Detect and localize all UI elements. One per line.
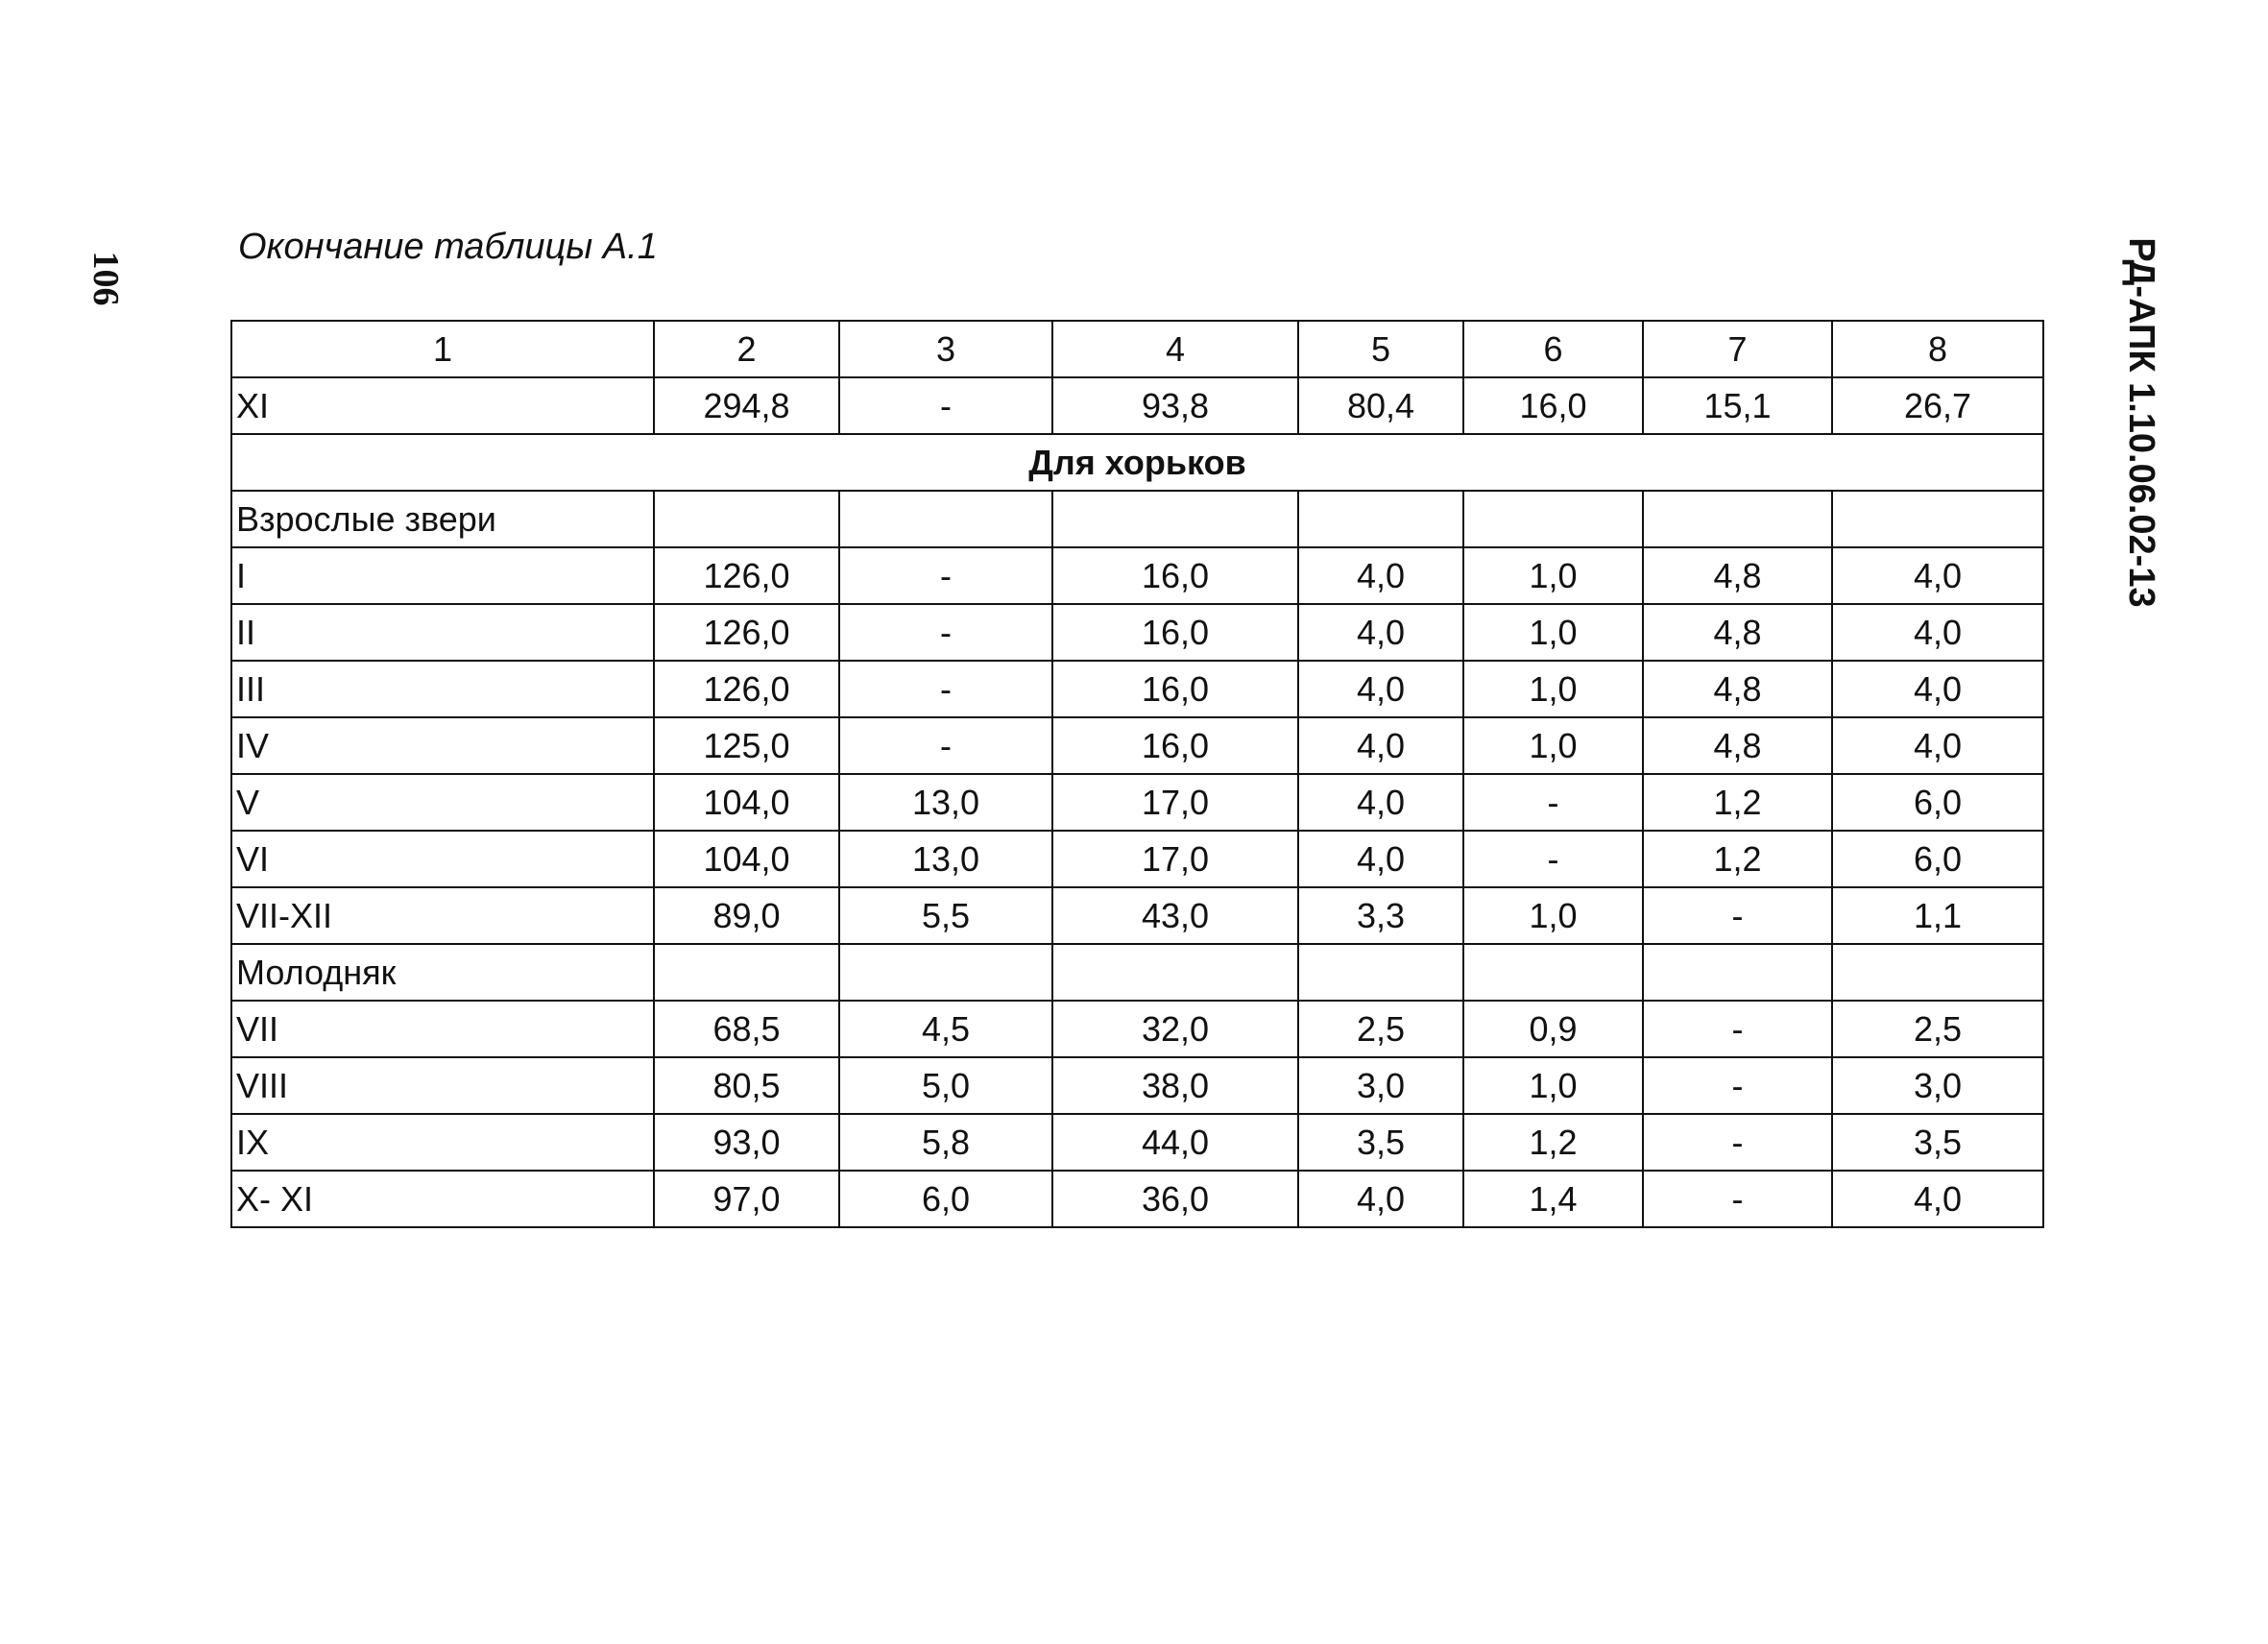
table-cell: - bbox=[1643, 1114, 1832, 1171]
empty-cell bbox=[1298, 944, 1463, 1001]
table-row bbox=[231, 831, 2043, 887]
table-cell: 4,0 bbox=[1832, 604, 2043, 661]
table-cell: 5,5 bbox=[839, 887, 1052, 944]
column-number: 7 bbox=[1643, 321, 1832, 377]
table-cell: - bbox=[839, 377, 1052, 434]
table-cell: 89,0 bbox=[654, 887, 839, 944]
table-row bbox=[231, 717, 2043, 774]
table-cell: 68,5 bbox=[654, 1001, 839, 1057]
row-label: XI bbox=[231, 377, 654, 434]
table-cell: 36,0 bbox=[1052, 1171, 1298, 1227]
row-label: VII-XII bbox=[231, 887, 654, 944]
table-cell: 1,0 bbox=[1463, 887, 1643, 944]
table-cell: 0,9 bbox=[1463, 1001, 1643, 1057]
table-cell: - bbox=[1643, 887, 1832, 944]
section-row bbox=[231, 434, 2043, 491]
page-number: 106 bbox=[85, 251, 126, 306]
empty-cell bbox=[1298, 491, 1463, 547]
group-row-young bbox=[231, 944, 2043, 1001]
table-cell: 2,5 bbox=[1298, 1001, 1463, 1057]
table-row bbox=[231, 661, 2043, 717]
table-cell: 17,0 bbox=[1052, 774, 1298, 831]
table-cell: - bbox=[839, 717, 1052, 774]
table-cell: 4,8 bbox=[1643, 547, 1832, 604]
table-cell: - bbox=[839, 604, 1052, 661]
table-cell: 93,0 bbox=[654, 1114, 839, 1171]
table-cell: 125,0 bbox=[654, 717, 839, 774]
empty-cell bbox=[839, 944, 1052, 1001]
table-row bbox=[231, 1114, 2043, 1171]
table-cell: 104,0 bbox=[654, 831, 839, 887]
row-label: II bbox=[231, 604, 654, 661]
table-cell: 13,0 bbox=[839, 831, 1052, 887]
table-cell: 104,0 bbox=[654, 774, 839, 831]
empty-cell bbox=[654, 944, 839, 1001]
empty-cell bbox=[1832, 491, 2043, 547]
column-number: 3 bbox=[839, 321, 1052, 377]
table-cell: 1,0 bbox=[1463, 661, 1643, 717]
table-cell: 1,2 bbox=[1643, 831, 1832, 887]
table-cell: 1,0 bbox=[1463, 717, 1643, 774]
table-cell: 4,8 bbox=[1643, 661, 1832, 717]
group-label: Взрослые звери bbox=[231, 491, 654, 547]
column-number: 5 bbox=[1298, 321, 1463, 377]
row-label: VII bbox=[231, 1001, 654, 1057]
table-cell: 1,2 bbox=[1463, 1114, 1643, 1171]
empty-cell bbox=[1643, 944, 1832, 1001]
table-cell: 4,0 bbox=[1298, 661, 1463, 717]
table-cell: 6,0 bbox=[1832, 774, 2043, 831]
row-label: X- XI bbox=[231, 1171, 654, 1227]
table-cell: - bbox=[1643, 1171, 1832, 1227]
adult-rows bbox=[231, 547, 2043, 944]
table-cell: 1,1 bbox=[1832, 887, 2043, 944]
row-label: IV bbox=[231, 717, 654, 774]
column-number: 2 bbox=[654, 321, 839, 377]
table-cell: 3,5 bbox=[1832, 1114, 2043, 1171]
table-cell: 3,0 bbox=[1832, 1057, 2043, 1114]
table-cell: 126,0 bbox=[654, 604, 839, 661]
table-cell: 97,0 bbox=[654, 1171, 839, 1227]
table-cell: 44,0 bbox=[1052, 1114, 1298, 1171]
table-cell: 32,0 bbox=[1052, 1001, 1298, 1057]
table-cell: 16,0 bbox=[1463, 377, 1643, 434]
table-cell: - bbox=[1463, 774, 1643, 831]
table-cell: 5,8 bbox=[839, 1114, 1052, 1171]
table-cell: 4,8 bbox=[1643, 717, 1832, 774]
row-label: V bbox=[231, 774, 654, 831]
section-title: Для хорьков bbox=[231, 434, 2043, 491]
table-row bbox=[231, 377, 2043, 434]
table-row bbox=[231, 774, 2043, 831]
row-label: VIII bbox=[231, 1057, 654, 1114]
young-rows bbox=[231, 1001, 2043, 1227]
table-cell: 16,0 bbox=[1052, 661, 1298, 717]
table-cell: 4,0 bbox=[1298, 1171, 1463, 1227]
empty-cell bbox=[1052, 944, 1298, 1001]
table-cell: 4,0 bbox=[1298, 831, 1463, 887]
table-cell: 1,4 bbox=[1463, 1171, 1643, 1227]
table-row bbox=[231, 887, 2043, 944]
empty-cell bbox=[1832, 944, 2043, 1001]
table-cell: 80,4 bbox=[1298, 377, 1463, 434]
table-cell: - bbox=[839, 547, 1052, 604]
column-number-row bbox=[231, 321, 2043, 377]
table-cell: 4,0 bbox=[1298, 717, 1463, 774]
table-row bbox=[231, 1057, 2043, 1114]
table-cell: - bbox=[839, 661, 1052, 717]
table-cell: 4,0 bbox=[1298, 774, 1463, 831]
table-row bbox=[231, 547, 2043, 604]
column-number: 8 bbox=[1832, 321, 2043, 377]
nutrition-table bbox=[230, 320, 2044, 1228]
table-cell: 126,0 bbox=[654, 661, 839, 717]
table-cell: 4,0 bbox=[1832, 547, 2043, 604]
table-cell: 1,0 bbox=[1463, 1057, 1643, 1114]
table-cell: 4,0 bbox=[1298, 547, 1463, 604]
table-cell: - bbox=[1463, 831, 1643, 887]
table-cell: 294,8 bbox=[654, 377, 839, 434]
table-cell: 1,0 bbox=[1463, 604, 1643, 661]
row-label: VI bbox=[231, 831, 654, 887]
empty-cell bbox=[1463, 944, 1643, 1001]
table-cell: 17,0 bbox=[1052, 831, 1298, 887]
table-cell: 6,0 bbox=[839, 1171, 1052, 1227]
table-cell: 5,0 bbox=[839, 1057, 1052, 1114]
table-cell: 93,8 bbox=[1052, 377, 1298, 434]
table-row bbox=[231, 1171, 2043, 1227]
table-cell: 6,0 bbox=[1832, 831, 2043, 887]
table-cell: 126,0 bbox=[654, 547, 839, 604]
empty-cell bbox=[1052, 491, 1298, 547]
column-number: 6 bbox=[1463, 321, 1643, 377]
column-number: 1 bbox=[231, 321, 654, 377]
table-cell: 16,0 bbox=[1052, 604, 1298, 661]
table-cell: 38,0 bbox=[1052, 1057, 1298, 1114]
table-caption: Окончание таблицы А.1 bbox=[238, 227, 658, 267]
group-row-adults bbox=[231, 491, 2043, 547]
group-label: Молодняк bbox=[231, 944, 654, 1001]
table-cell: 3,3 bbox=[1298, 887, 1463, 944]
table-cell: - bbox=[1643, 1057, 1832, 1114]
table-cell: 15,1 bbox=[1643, 377, 1832, 434]
table-cell: 4,0 bbox=[1832, 717, 2043, 774]
column-number: 4 bbox=[1052, 321, 1298, 377]
table-cell: 80,5 bbox=[654, 1057, 839, 1114]
table-row bbox=[231, 604, 2043, 661]
row-label: III bbox=[231, 661, 654, 717]
table-cell: 16,0 bbox=[1052, 717, 1298, 774]
empty-cell bbox=[1463, 491, 1643, 547]
empty-cell bbox=[654, 491, 839, 547]
empty-cell bbox=[1643, 491, 1832, 547]
document-code: РД-АПК 1.10.06.02-13 bbox=[2121, 237, 2161, 608]
empty-cell bbox=[839, 491, 1052, 547]
table-cell: 3,5 bbox=[1298, 1114, 1463, 1171]
table-row bbox=[231, 1001, 2043, 1057]
table-cell: 4,0 bbox=[1832, 1171, 2043, 1227]
table-cell: 4,0 bbox=[1298, 604, 1463, 661]
table-cell: 4,8 bbox=[1643, 604, 1832, 661]
row-label: I bbox=[231, 547, 654, 604]
row-label: IX bbox=[231, 1114, 654, 1171]
table-cell: 13,0 bbox=[839, 774, 1052, 831]
table-cell: 43,0 bbox=[1052, 887, 1298, 944]
table-cell: 1,2 bbox=[1643, 774, 1832, 831]
table-cell: - bbox=[1643, 1001, 1832, 1057]
table-cell: 1,0 bbox=[1463, 547, 1643, 604]
table-cell: 16,0 bbox=[1052, 547, 1298, 604]
table-cell: 4,0 bbox=[1832, 661, 2043, 717]
table-cell: 26,7 bbox=[1832, 377, 2043, 434]
table-cell: 3,0 bbox=[1298, 1057, 1463, 1114]
table-cell: 4,5 bbox=[839, 1001, 1052, 1057]
table-cell: 2,5 bbox=[1832, 1001, 2043, 1057]
